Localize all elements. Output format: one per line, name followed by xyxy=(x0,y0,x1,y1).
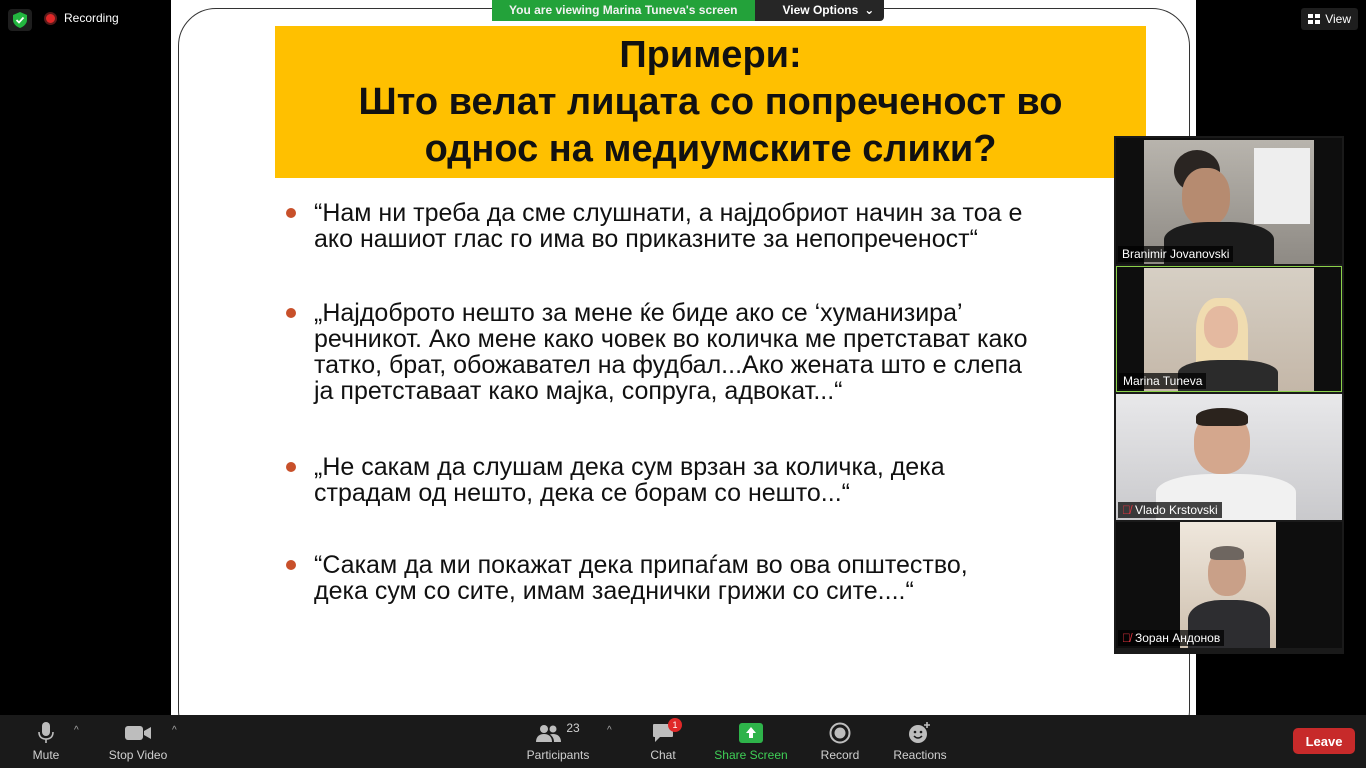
reactions-label: Reactions xyxy=(893,748,947,762)
participants-options-caret-icon[interactable]: ^ xyxy=(607,725,612,736)
video-thumbnail-panel[interactable] xyxy=(1114,136,1344,654)
bullet-item xyxy=(283,300,1027,404)
mute-label: Mute xyxy=(32,748,60,762)
bullet-line: дека сум со сите, имам заеднички грижи со сите....“ xyxy=(314,577,914,605)
recording-indicator[interactable] xyxy=(44,11,119,25)
security-shield-icon[interactable] xyxy=(8,9,32,31)
video-tile[interactable] xyxy=(1116,394,1342,520)
share-screen-label: Share Screen xyxy=(714,748,788,762)
participant-name: Зоран Андонов xyxy=(1135,631,1221,645)
shared-screen xyxy=(171,0,1196,715)
recording-label: Recording xyxy=(64,11,119,25)
recording-dot-icon xyxy=(44,12,57,25)
view-layout-button[interactable] xyxy=(1301,8,1358,30)
bullet-item xyxy=(283,552,968,604)
video-tile[interactable] xyxy=(1116,522,1342,648)
leave-button[interactable]: Leave xyxy=(1293,728,1355,754)
bullet-line: страдам од нешто, дека се борам со нешто...“ xyxy=(314,479,850,507)
mute-button[interactable] xyxy=(24,715,68,768)
video-options-caret-icon[interactable]: ^ xyxy=(172,725,177,736)
chat-unread-badge: 1 xyxy=(668,718,682,732)
bullet-dot-icon xyxy=(286,208,296,218)
participants-button[interactable] xyxy=(524,715,592,768)
slide-title-box xyxy=(275,26,1146,178)
bullet-line: „Не сакам да слушам дека сум врзан за количка, дека xyxy=(314,453,945,481)
bullet-line: речникот. Ако мене како човек во количка ме претстават како xyxy=(314,325,1028,353)
bullet-dot-icon xyxy=(286,308,296,318)
meeting-toolbar xyxy=(0,715,1366,768)
view-options-button[interactable] xyxy=(755,0,885,21)
bullet-line: ако нашиот глас го има во приказните за непопреченост“ xyxy=(314,225,978,253)
chat-label: Chat xyxy=(650,748,676,762)
participants-count: 23 xyxy=(566,721,580,735)
bullet-item xyxy=(283,454,945,506)
reactions-button[interactable] xyxy=(892,715,948,768)
emoji-plus-icon xyxy=(908,720,932,746)
slide-title-line: однос на медиумските слики? xyxy=(424,127,997,170)
participant-name: Branimir Jovanovski xyxy=(1122,247,1230,261)
record-button[interactable] xyxy=(818,715,862,768)
background-poster xyxy=(1254,148,1310,224)
view-options-label: View Options xyxy=(782,3,859,17)
bullet-line: „Најдоброто нешто за мене ќе биде ако се ‘хуманизира’ xyxy=(314,299,963,327)
video-camera-icon xyxy=(125,720,151,746)
participant-name-label xyxy=(1118,502,1222,518)
mic-muted-icon: 🎙̸ xyxy=(1122,631,1131,645)
mic-muted-icon: 🎙̸ xyxy=(1122,503,1131,517)
grid-icon xyxy=(1308,14,1320,25)
share-screen-button[interactable] xyxy=(714,715,788,768)
record-icon xyxy=(829,720,851,746)
participant-name-label xyxy=(1118,246,1233,262)
participant-hair xyxy=(1196,408,1248,426)
stop-video-label: Stop Video xyxy=(108,748,168,762)
video-tile[interactable] xyxy=(1116,138,1342,264)
participant-face xyxy=(1204,306,1238,348)
participant-face xyxy=(1182,168,1230,226)
view-label: View xyxy=(1325,12,1351,26)
participant-name: Vlado Krstovski xyxy=(1135,503,1218,517)
mute-options-caret-icon[interactable]: ^ xyxy=(74,725,79,736)
participant-name: Marina Tuneva xyxy=(1123,374,1203,388)
participant-name-label xyxy=(1119,373,1206,389)
bullet-item xyxy=(283,200,1022,252)
participants-icon xyxy=(536,720,579,746)
participant-name-label xyxy=(1118,630,1224,646)
bullet-dot-icon xyxy=(286,462,296,472)
bullet-line: ја претставаат како мајка, сопруга, адвокат...“ xyxy=(314,377,843,405)
bullet-line: татко, брат, обожавател на фудбал...Ако жената што е слепа xyxy=(314,351,1022,379)
record-label: Record xyxy=(820,748,860,762)
bullet-line: “Сакам да ми покажат дека припаѓам во ова општество, xyxy=(314,551,968,579)
chevron-down-icon: ⌄ xyxy=(864,3,875,17)
stop-video-button[interactable] xyxy=(104,715,172,768)
share-screen-icon xyxy=(739,720,763,746)
participant-hair xyxy=(1210,546,1244,560)
viewing-banner-text: You are viewing Marina Tuneva's screen xyxy=(492,0,755,21)
slide-title-line: Што велат лицата со попреченост во xyxy=(358,80,1063,123)
chat-button[interactable] xyxy=(644,715,682,768)
video-tile-active-speaker[interactable] xyxy=(1116,266,1342,392)
bullet-line: “Нам ни треба да сме слушнати, а најдобриот начин за тоа е xyxy=(314,199,1023,227)
slide-title-line: Примери: xyxy=(619,33,802,76)
participants-label: Participants xyxy=(526,748,590,762)
bullet-dot-icon xyxy=(286,560,296,570)
viewing-banner xyxy=(492,0,884,21)
microphone-icon xyxy=(38,720,54,746)
